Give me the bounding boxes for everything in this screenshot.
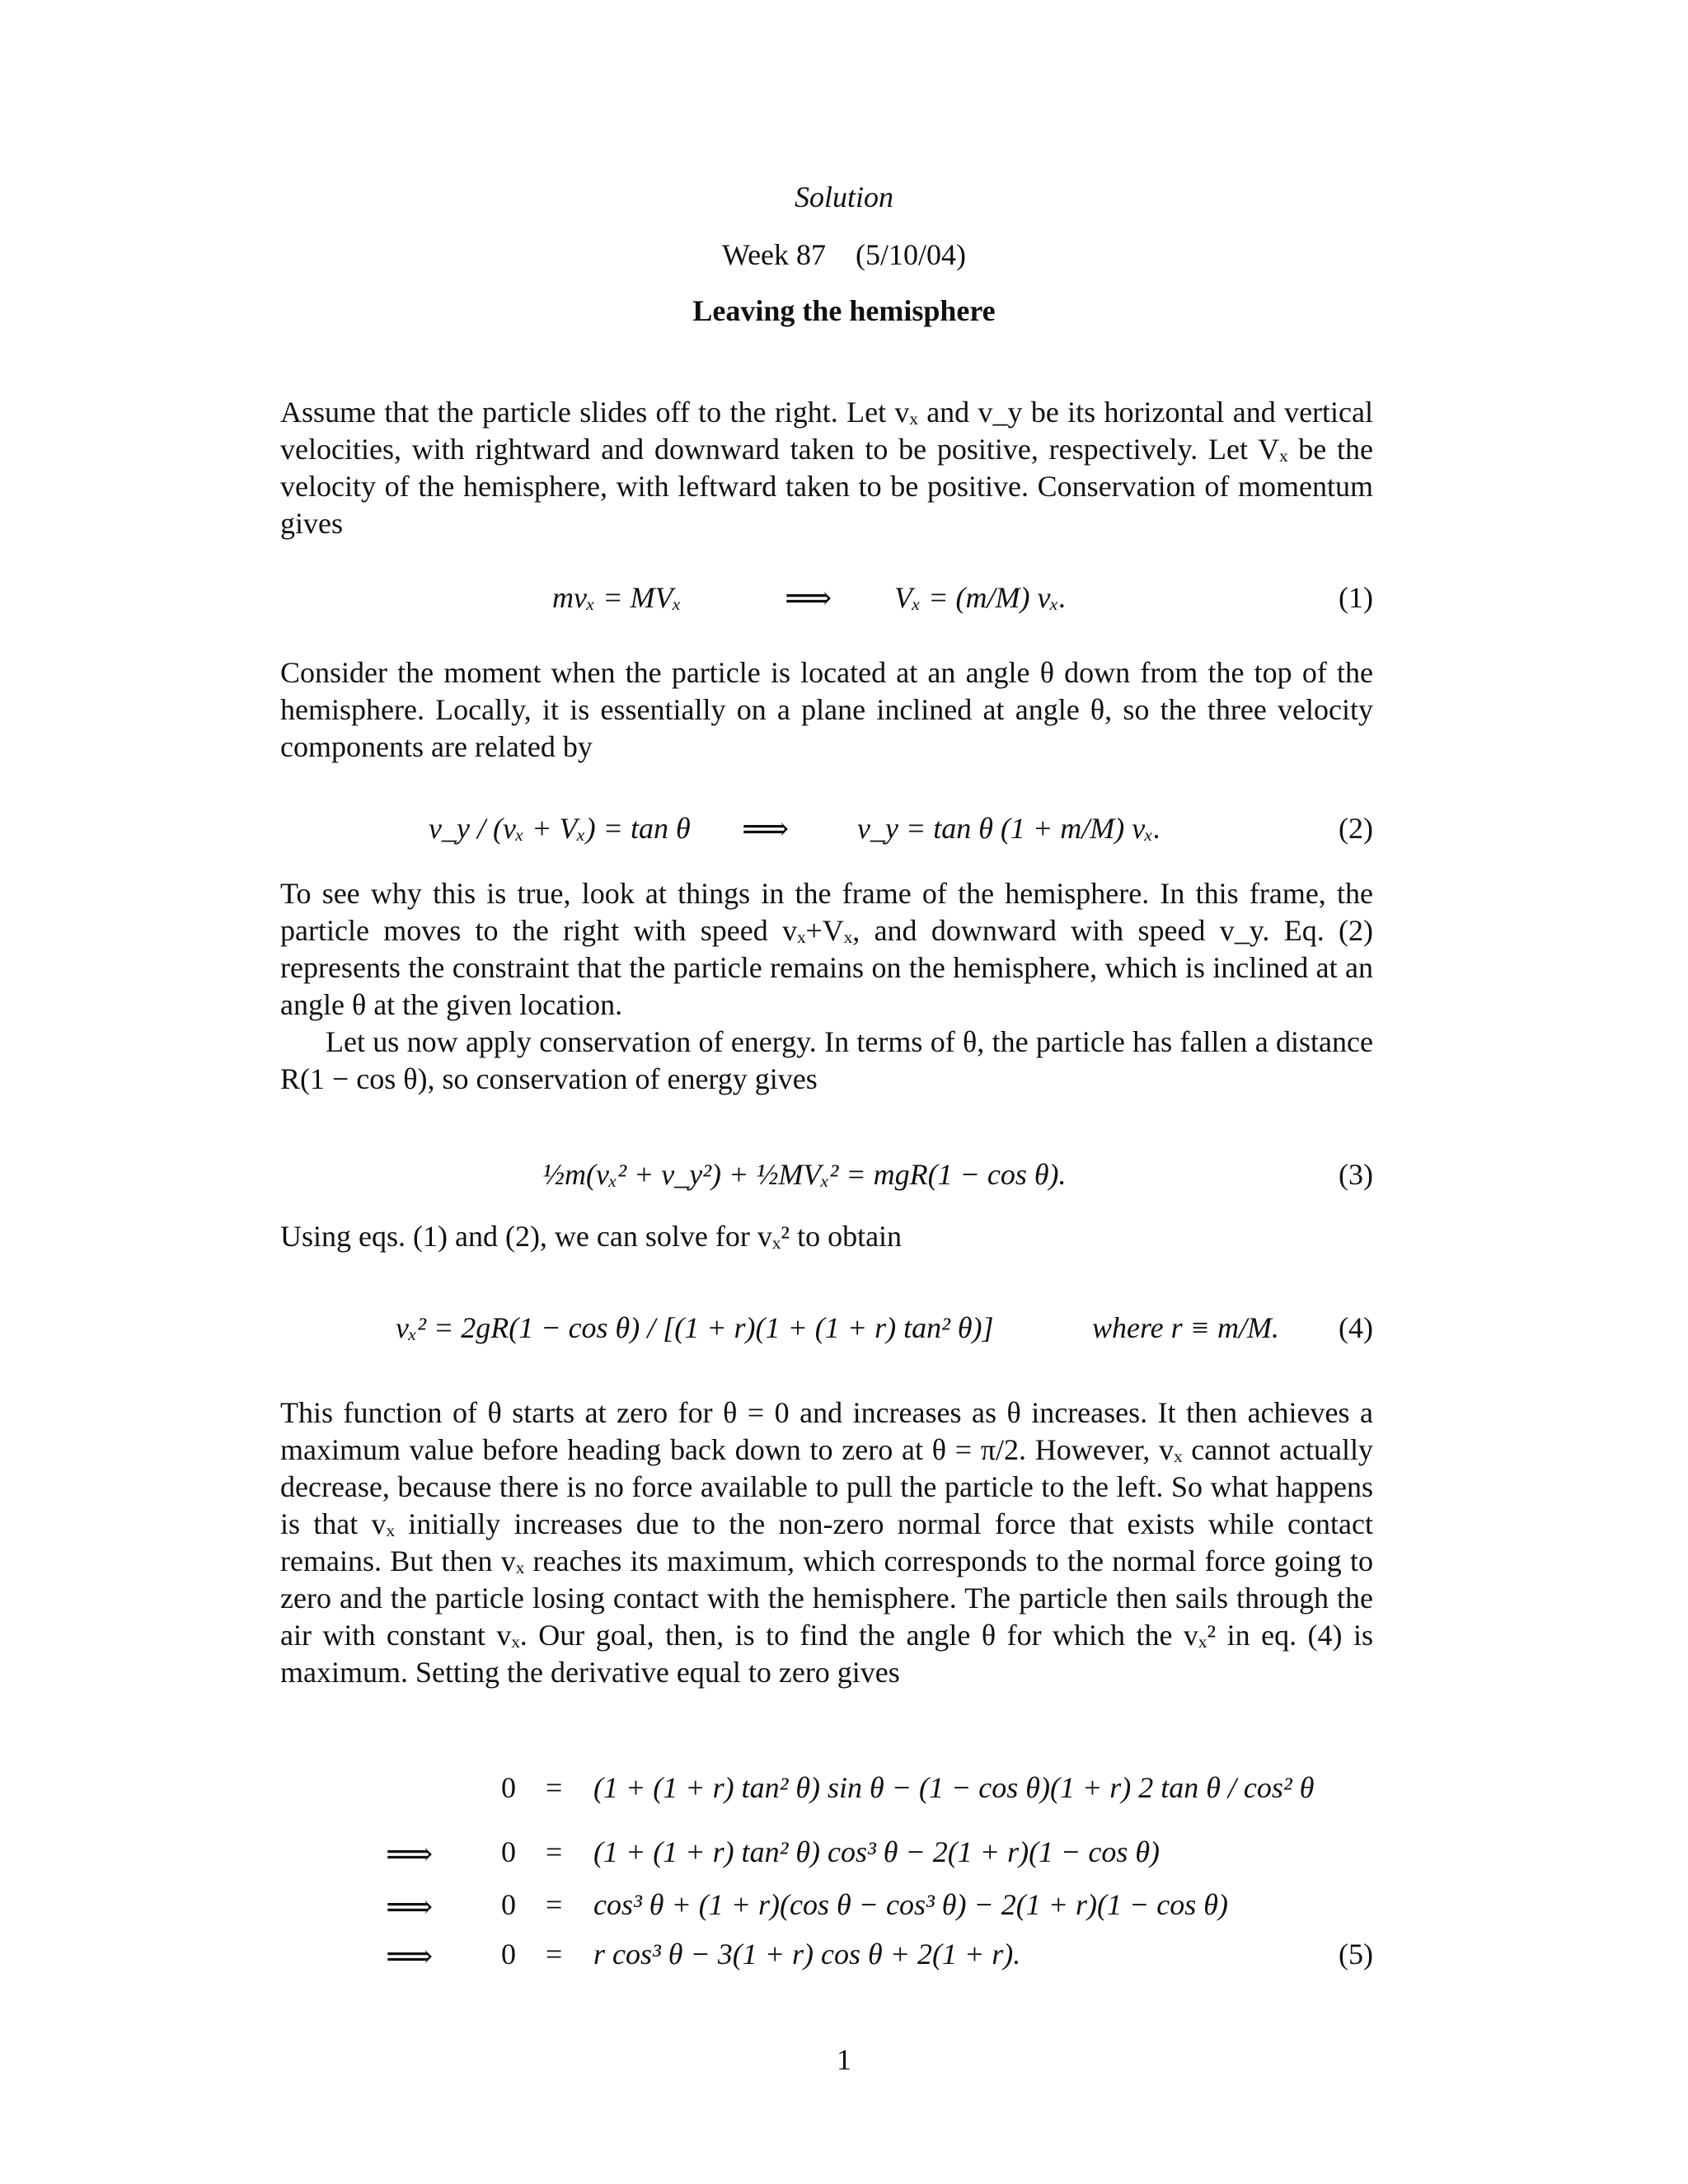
eq1-implies-arrow: ⟹ (785, 579, 832, 616)
page-number: 1 (837, 2043, 851, 2076)
eq5-zero: 0 (501, 1835, 516, 1868)
paragraph-frame: To see why this is true, look at things in the frame of the hemisphere. In this frame, the particle moves to the right with speed vₓ+Vₓ, and downward with speed v_y. Eq. (2) represents the constraint that the particle remains on the hemisphere, which is inclined at an angle θ at the given location. (280, 877, 1373, 1021)
eq4-lhs: vₓ² = 2gR(1 − cos θ) / [(1 + r)(1 + (1 + r) tan² θ)] (396, 1311, 994, 1344)
solution-label: Solution (794, 180, 893, 213)
eq5-number: (5) (1339, 1938, 1373, 1971)
equation-2 (280, 791, 1373, 865)
paragraph-incline: Consider the moment when the particle is located at an angle θ down from the top of the hemisphere. Locally, it is essentially on a plane inclined at angle θ, so the three velocity components are related by (280, 656, 1373, 763)
paragraph-maximum: This function of θ starts at zero for θ = 0 and increases as θ increases. It then achieves a maximum value before heading back down to zero at θ = π/2. However, vₓ cannot actually decrease, because there is no force available to pull the particle to the left. So what happens is that vₓ initially increases due to the non-zero normal force that exists while contact remains. But then vₓ reaches its maximum, which corresponds to the normal force going to zero and the particle losing contact with the hemisphere. The particle then sails through the air with constant vₓ. Our goal, then, is to find the angle θ for which the vₓ² in eq. (4) is maximum. Setting the derivative equal to zero gives (280, 1396, 1373, 1689)
week-date: Week 87 (5/10/04) (721, 238, 967, 271)
page-title: Leaving the hemisphere (692, 294, 996, 327)
eq5-line-2 (280, 1835, 1373, 1884)
eq4-where: where r ≡ m/M. (1092, 1311, 1279, 1344)
eq1-lhs: mvₓ = MVₓ (552, 581, 682, 614)
eq5-zero: 0 (501, 1938, 516, 1971)
eq5-implies-arrow: ⟹ (386, 1938, 434, 1975)
eq4-number: (4) (1339, 1311, 1373, 1344)
eq2-rhs: v_y = tan θ (1 + m/M) vₓ. (857, 812, 1161, 845)
eq5-rhs-2: (1 + (1 + r) tan² θ) cos³ θ − 2(1 + r)(1 − cos θ) (593, 1835, 1160, 1868)
equation-3 (280, 1137, 1373, 1212)
eq5-equals: = (546, 1888, 563, 1921)
eq5-zero: 0 (501, 1771, 516, 1804)
eq5-rhs-4: r cos³ θ − 3(1 + r) cos θ + 2(1 + r). (593, 1938, 1021, 1971)
eq2-number: (2) (1339, 812, 1373, 845)
paragraph-solve: Using eqs. (1) and (2), we can solve for vₓ² to obtain (280, 1220, 903, 1253)
eq3-expression: ½m(vₓ² + v_y²) + ½MVₓ² = mgR(1 − cos θ). (542, 1158, 1067, 1191)
eq1-rhs: Vₓ = (m/M) vₓ. (894, 581, 1067, 614)
eq5-implies-arrow: ⟹ (386, 1888, 434, 1925)
eq5-equals: = (546, 1835, 563, 1868)
eq2-implies-arrow: ⟹ (742, 810, 790, 847)
eq2-lhs: v_y / (vₓ + Vₓ) = tan θ (429, 812, 691, 845)
eq3-number: (3) (1339, 1158, 1373, 1191)
paragraph-energy: Let us now apply conservation of energy. In terms of θ, the particle has fallen a distance R(1 − cos θ), so conservation of energy gives (280, 1025, 1373, 1095)
eq5-implies-arrow: ⟹ (386, 1835, 434, 1872)
eq5-line-1 (280, 1770, 1373, 1820)
eq5-zero: 0 (501, 1888, 516, 1921)
eq1-number: (1) (1339, 581, 1373, 614)
equation-1 (280, 560, 1373, 635)
eq5-equals: = (546, 1938, 563, 1971)
equation-4 (280, 1286, 1373, 1368)
eq5-line-3 (280, 1887, 1373, 1937)
paragraph-intro: Assume that the particle slides off to the right. Let vₓ and v_y be its horizontal and vertical velocities, with rightward and downward taken to be positive, respectively. Let Vₓ be the velocity of the hemisphere, with leftward taken to be positive. Conservation of momentum gives (280, 396, 1373, 540)
eq5-rhs-3: cos³ θ + (1 + r)(cos θ − cos³ θ) − 2(1 + r)(1 − cos θ) (593, 1888, 1228, 1921)
eq5-rhs-1: (1 + (1 + r) tan² θ) sin θ − (1 − cos θ)(1 + r) 2 tan θ / cos² θ (593, 1771, 1315, 1804)
eq5-line-4 (280, 1937, 1373, 1986)
eq5-equals: = (546, 1771, 563, 1804)
